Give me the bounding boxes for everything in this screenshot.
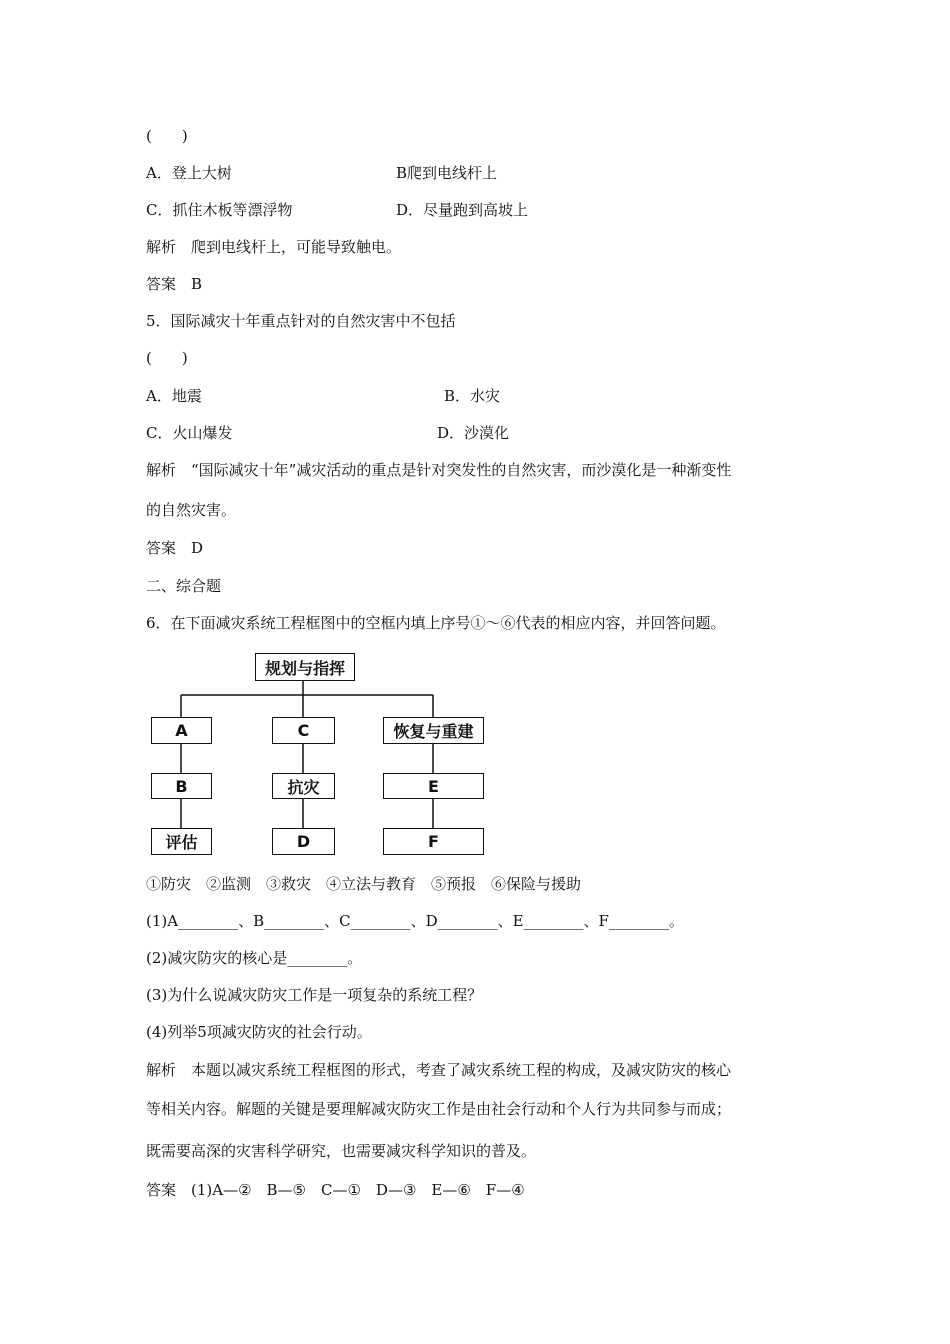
box-assessment: 评估 bbox=[151, 828, 212, 855]
q6-analysis-line3: 既需要高深的灾害科学研究，也需要减灾科学知识的普及。 bbox=[146, 1142, 537, 1160]
box-a: A bbox=[151, 717, 212, 744]
q6-sub1: (1)A________、B________、C________、D________、E________、F________。 bbox=[146, 912, 684, 930]
box-b: B bbox=[151, 773, 212, 799]
q4-option-a: A．登上大树 bbox=[146, 164, 232, 182]
box-d: D bbox=[272, 828, 335, 855]
q6-sub2: (2)减灾防灾的核心是________。 bbox=[146, 949, 363, 967]
box-c: C bbox=[272, 717, 335, 744]
q6-sub4: (4)列举5项减灾防灾的社会行动。 bbox=[146, 1023, 372, 1041]
q5-option-c: C．火山爆发 bbox=[146, 424, 233, 442]
box-planning-command: 规划与指挥 bbox=[255, 653, 355, 681]
box-f: F bbox=[383, 828, 484, 855]
q4-analysis: 解析 爬到电线杆上，可能导致触电。 bbox=[146, 238, 402, 256]
q6-answer: 答案 (1)A—② B—⑤ C—① D—③ E—⑥ F—④ bbox=[146, 1181, 525, 1199]
q4-answer-paren: ( ) bbox=[146, 127, 188, 145]
q5-stem: 5．国际减灾十年重点针对的自然灾害中不包括 bbox=[146, 312, 456, 330]
q5-option-b: B．水灾 bbox=[444, 387, 501, 405]
q5-answer: 答案 D bbox=[146, 539, 204, 557]
section-title: 二、综合题 bbox=[146, 577, 222, 595]
q5-analysis-line1: 解析 “国际减灾十年”减灾活动的重点是针对突发性的自然灾害，而沙漠化是一种渐变性 bbox=[146, 461, 732, 479]
q6-analysis-line1: 解析 本题以减灾系统工程框图的形式，考查了减灾系统工程的构成，及减灾防灾的核心 bbox=[146, 1061, 732, 1079]
q5-option-a: A．地震 bbox=[146, 387, 202, 405]
q5-option-d: D．沙漠化 bbox=[437, 424, 510, 442]
q6-analysis-line2: 等相关内容。解题的关键是要理解减灾防灾工作是由社会行动和个人行为共同参与而成； bbox=[146, 1100, 732, 1118]
box-disaster-resistance: 抗灾 bbox=[272, 773, 335, 799]
box-recovery-reconstruction: 恢复与重建 bbox=[383, 717, 484, 744]
q5-analysis-line2: 的自然灾害。 bbox=[146, 501, 237, 519]
q5-answer-paren: ( ) bbox=[146, 349, 188, 367]
q4-option-c: C．抓住木板等漂浮物 bbox=[146, 201, 293, 219]
box-e: E bbox=[383, 773, 484, 799]
q4-option-d: D．尽量跑到高坡上 bbox=[396, 201, 529, 219]
q6-legend: ①防灾 ②监测 ③救灾 ④立法与教育 ⑤预报 ⑥保险与援助 bbox=[146, 875, 582, 893]
q6-stem: 6．在下面减灾系统工程框图中的空框内填上序号①～⑥代表的相应内容，并回答问题。 bbox=[146, 614, 726, 632]
disaster-reduction-flowchart bbox=[148, 650, 488, 860]
q4-option-b: B爬到电线杆上 bbox=[396, 164, 498, 182]
q4-answer: 答案 B bbox=[146, 275, 203, 293]
q6-sub3: (3)为什么说减灾防灾工作是一项复杂的系统工程？ bbox=[146, 986, 483, 1004]
